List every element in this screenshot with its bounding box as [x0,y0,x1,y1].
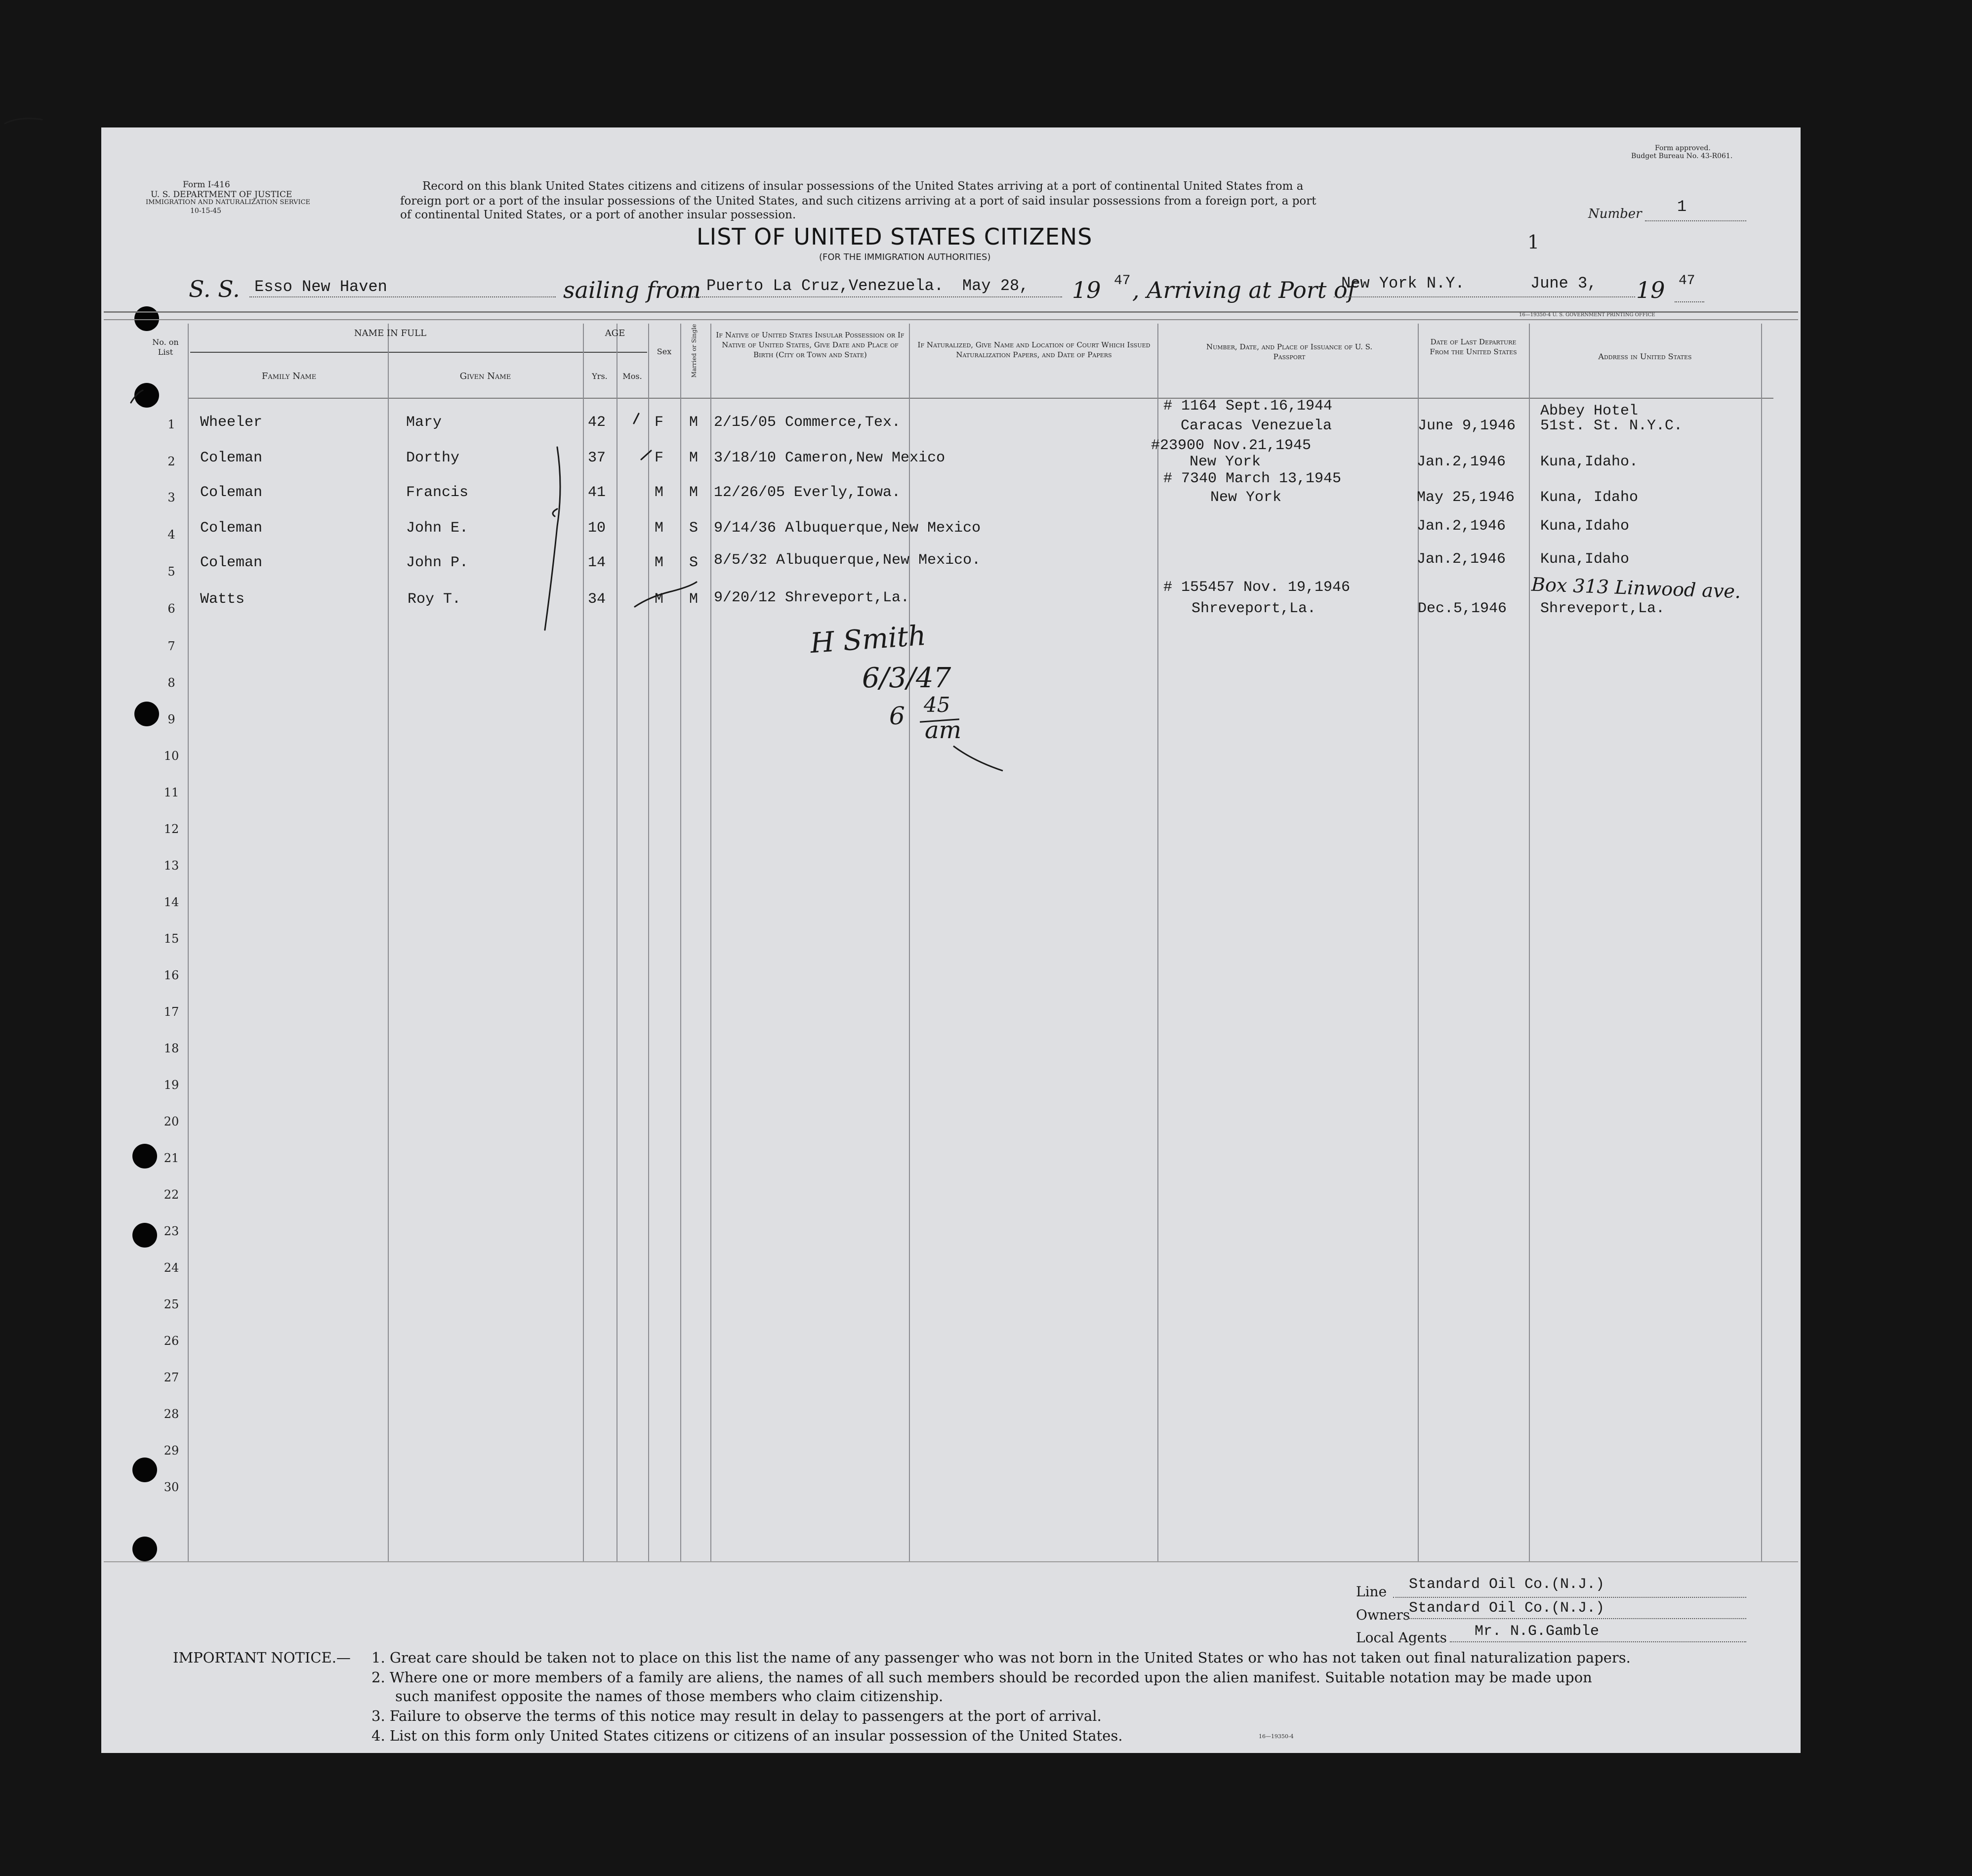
last-departure: Jan.2,1946 [1417,454,1506,470]
birth-date-place: 8/5/32 Albuquerque,New Mexico. [714,552,981,569]
given-name: John E. [406,520,469,537]
age-years: 34 [588,591,606,608]
row-number: 1 [167,417,175,431]
address-line: 51st. St. N.Y.C. [1540,417,1683,434]
marital-status: M [689,484,698,501]
last-departure: Jan.2,1946 [1417,551,1506,568]
inspection-time-minutes: 45 [924,693,950,717]
sailing-from-label: sailing from [563,277,701,303]
notice-item-3: 3. Failure to observe the terms of this notice may result in delay to passengers at the port of arrival. [371,1708,1102,1724]
header-mos: Mos. [622,372,642,381]
header-sex: Sex [657,347,672,356]
notice-title: IMPORTANT NOTICE.— [173,1649,351,1666]
row-number: 18 [164,1042,179,1055]
sex: F [655,414,664,431]
header-address: Address in United States [1598,352,1692,361]
marital-status: S [689,520,698,537]
row-number: 14 [164,895,179,909]
row-number: 19 [164,1078,179,1092]
inspection-time-ampm: am [925,716,962,744]
family-name: Coleman [200,484,263,501]
row-number: 29 [164,1444,179,1458]
given-name: John P. [406,554,469,571]
inspector-signature: H Smith [809,619,927,660]
birth-date-place: 3/18/10 Cameron,New Mexico [714,450,945,466]
last-departure: Dec.5,1946 [1418,600,1507,617]
row-number: 15 [164,932,179,946]
row-number: 3 [167,491,175,504]
age-years: 41 [588,484,606,501]
address-line: Kuna,Idaho. [1540,454,1639,470]
record-instructions-2: foreign port or a port of the insular possessions of the United States, and such citizens arriving at a port of said insular possessions from a foreign port, a port [400,195,1316,208]
notice-item-2-cont: such manifest opposite the names of those members who claim citizenship. [395,1688,944,1705]
age-years: 10 [588,520,606,537]
row-number: 21 [164,1151,179,1165]
passport-place: Shreveport,La. [1191,600,1316,617]
record-instructions-3: of continental United States, or a port of another insular possession. [400,208,796,221]
arrival-year: 47 [1679,273,1695,289]
sex: M [655,591,664,608]
header-native-birth: If Native of United States Insular Possession or If Native of United States, Give Date and Place of Birth (City or Town and State) [716,331,904,359]
inspection-time-hour: 6 [889,702,905,730]
header-family-name: Family Name [261,371,317,381]
birth-date-place: 9/20/12 Shreveport,La. [714,589,910,606]
line-label: Line [1356,1584,1387,1600]
sex: M [655,520,664,537]
marital-status: M [689,591,698,608]
line-value: Standard Oil Co.(N.J.) [1409,1576,1605,1593]
marital-status: M [689,414,698,431]
arrival-year-prefix: 19 [1636,277,1665,303]
inspection-date: 6/3/47 [862,662,951,694]
sex: M [655,554,664,571]
header-no-on-list: No. on List [152,337,179,357]
line-rule [1393,1597,1746,1598]
number-label: Number [1588,207,1642,221]
age-years: 14 [588,554,606,571]
age-years: 37 [588,450,606,466]
header-married-single: Married or Single [691,324,698,378]
row-number: 6 [167,602,175,616]
from-port: Puerto La Cruz,Venezuela. [706,277,944,295]
address-line: Kuna,Idaho [1540,518,1630,535]
header-naturalized: If Naturalized, Give Name and Location of Court Which Issued Naturalization Papers, and Date of Papers [917,340,1150,359]
notice-item-4: 4. List on this form only United States citizens or citizens of an insular possession of the United States. [371,1727,1123,1744]
row-number: 4 [167,528,175,542]
notice-item-2: 2. Where one or more members of a family are aliens, the names of all such members should be recorded upon the alien manifest. Suitable notation may be made upon [371,1669,1592,1686]
row-number: 7 [167,639,175,653]
age-years: 42 [588,414,606,431]
sex: M [655,484,664,501]
row-number: 10 [164,749,179,763]
page-title: LIST OF UNITED STATES CITIZENS [697,223,1093,250]
address-line: Kuna, Idaho [1540,489,1639,506]
passport-number-date: #23900 Nov.21,1945 [1151,437,1312,454]
owners-label: Owners [1356,1607,1410,1623]
number-value: 1 [1677,198,1687,216]
address-line: Abbey Hotel [1540,403,1639,419]
given-name: Dorthy [406,450,460,466]
row-number: 26 [164,1334,179,1348]
row-number: 8 [167,676,175,690]
last-departure: Jan.2,1946 [1417,518,1506,535]
marital-status: M [689,450,698,466]
owners-rule [1408,1618,1746,1619]
row-number: 30 [164,1480,179,1494]
given-name: Roy T. [408,591,461,608]
form-approval: Form approved. [1655,144,1711,152]
print-code-top: 16—19350-4 U. S. GOVERNMENT PRINTING OFFICE [1519,312,1655,318]
row-number: 20 [164,1115,179,1128]
row-number: 13 [164,859,179,873]
row-number: 11 [164,786,179,799]
marital-status: S [689,554,698,571]
ss-label: S. S. [189,276,240,302]
header-passport: Number, Date, and Place of Issuance of U. S. Passport [1206,342,1373,361]
agents-label: Local Agents [1356,1629,1447,1646]
row-number: 24 [164,1261,179,1275]
agents-rule [1450,1641,1746,1642]
depart-year: 47 [1114,273,1131,289]
row-number: 28 [164,1407,179,1421]
form-service: IMMIGRATION AND NATURALIZATION SERVICE [146,199,311,206]
page-subtitle: (FOR THE IMMIGRATION AUTHORITIES) [819,252,991,262]
family-name: Wheeler [200,414,263,431]
family-name: Coleman [200,554,263,571]
header-yrs: Yrs. [592,372,608,381]
row-number: 9 [167,712,175,726]
given-name: Mary [406,414,442,431]
depart-date: May 28, [962,277,1029,295]
passport-place: Caracas Venezuela [1181,417,1332,434]
header-given-name: Given Name [459,371,511,381]
passport-place: New York [1190,454,1261,470]
form-department: U. S. DEPARTMENT OF JUSTICE [151,190,292,200]
header-name-in-full: NAME IN FULL [354,328,427,338]
record-instructions-1: Record on this blank United States citizens and citizens of insular possessions of the United States arriving at a port of continental United States from a [422,180,1304,193]
address-line: Kuna,Idaho [1540,551,1630,568]
passport-place: New York [1210,489,1282,506]
row-number: 23 [164,1224,179,1238]
header-departure: Date of Last Departure From the United States [1430,337,1517,356]
birth-date-place: 9/14/36 Albuquerque,New Mexico [714,520,981,537]
owners-value: Standard Oil Co.(N.J.) [1409,1600,1605,1617]
passport-number-date: # 155457 Nov. 19,1946 [1163,579,1351,596]
ship-name: Esso New Haven [254,278,387,296]
row-number: 5 [167,565,175,579]
sex: F [655,450,664,466]
notice-item-1: 1. Great care should be taken not to place on this list the name of any passenger who was not born in the United States or who has not taken out final naturalization papers. [371,1649,1631,1666]
row-number: 27 [164,1371,179,1384]
row-number: 17 [164,1005,179,1019]
family-name: Coleman [200,520,263,537]
depart-year-prefix: 19 [1072,277,1101,303]
form-budget-bureau: Budget Bureau No. 43-R061. [1631,152,1733,160]
form-id: Form I-416 [183,180,230,190]
row-number: 16 [164,968,179,982]
row-number: 25 [164,1297,179,1311]
print-code-bottom: 16—19350-4 [1259,1733,1294,1740]
last-departure: June 9,1946 [1418,417,1516,434]
arrival-port: New York N.Y. [1341,274,1465,292]
given-name: Francis [406,484,469,501]
page-mark: 1 [1527,231,1540,253]
row-number: 12 [164,822,179,836]
arrival-date: June 3, [1530,274,1597,292]
arriving-label: , Arriving at Port of [1132,277,1356,303]
handwritten-address: Box 313 Linwood ave. [1531,573,1741,603]
passport-number-date: # 7340 March 13,1945 [1163,470,1342,487]
birth-date-place: 12/26/05 Everly,Iowa. [714,484,901,501]
row-number: 22 [164,1188,179,1202]
form-date: 10-15-45 [190,207,221,215]
last-departure: May 25,1946 [1417,489,1515,506]
family-name: Coleman [200,450,263,466]
agents-value: Mr. N.G.Gamble [1475,1623,1600,1640]
passport-number-date: # 1164 Sept.16,1944 [1163,398,1333,415]
row-number: 2 [167,455,175,468]
family-name: Watts [200,591,245,608]
address-line: Shreveport,La. [1540,600,1665,617]
birth-date-place: 2/15/05 Commerce,Tex. [714,414,901,431]
header-age: AGE [605,328,625,338]
